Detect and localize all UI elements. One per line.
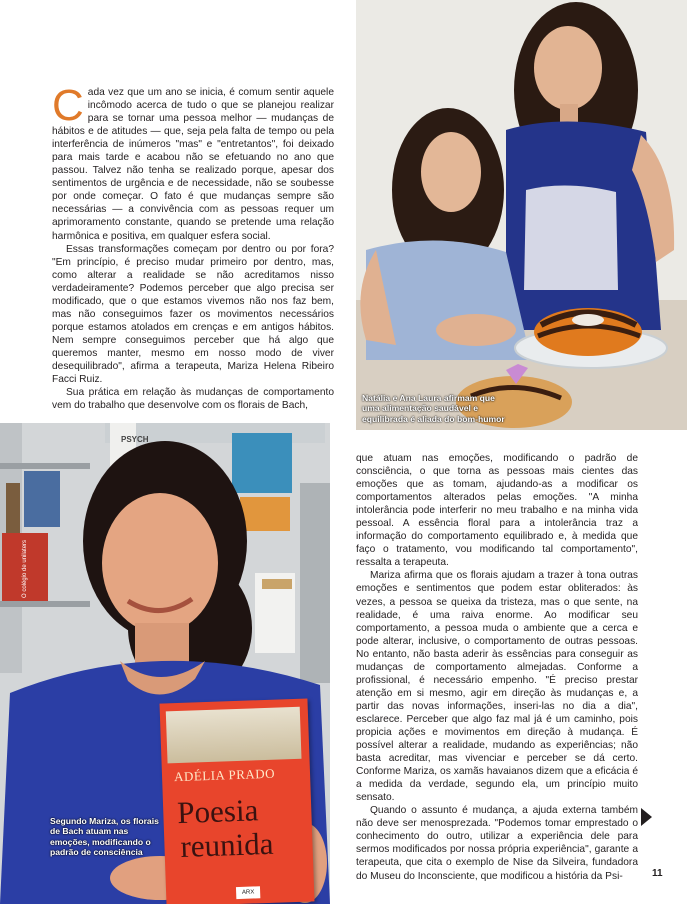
- article-paragraph: [52, 81, 334, 243]
- article-column-1: [52, 81, 334, 412]
- article-paragraph: Essas transformações começam por dentro ou por fora? "Em princípio, é preciso mudar primeiro por dentro, mas, como alterar a realidade se não acreditamos nisso verdadeiramente? Podemos perceber que algo precisa ser modificado, que o que estamos vivemos não nos faz bem, mas não conseguimos fazer os movimentos necessários porque estamos atolados em crenças e em antigos hábitos. Nem sempre conseguimos perceber que há algo que queremos manter, mesmo em nosso modo de viver desequilibrado", afirma a terapeuta, Mariza Helena Ribeiro Facci Ruiz.: [52, 243, 334, 386]
- article-column-2: [356, 452, 638, 883]
- book-publisher: ARX: [236, 886, 260, 899]
- article-paragraph: Quando o assunto é mudança, a ajuda externa também não deve ser menosprezada. "Podemos tomar emprestado o conhecimento do outro, utilizar a experiência dele para sermos modificados por nossa própria experiência", garante a terapeuta, que cita o exemplo de Nise da Silveira, fundadora do Museu do Inconsciente, que modificou a história da Psi-: [356, 805, 638, 882]
- book-author: ADÉLIA PRADO: [173, 765, 276, 785]
- book-cover-photo: [166, 707, 302, 764]
- article-paragraph: que atuam nas emoções, modificando o padrão de consciência, o que torna as pessoas mais cientes das emoções que as tomam, ajudando-as a modificar os comportamentos alterados pelas emoções. "A minha intolerância pode interferir no meu trabalho e na minha vida pessoal. A essência floral para a intolerância traz a informação do comportamento equilibrado e, à medida que faço o tratamento, vou modificando tal comportamento", ressalta a terapeuta.: [356, 453, 638, 569]
- article-paragraph-text: ada vez que um ano se inicia, é comum sentir aquele incômodo acerca de tudo o que se planejou realizar para se tornar uma pessoa melhor — mudanças de hábitos e de atitudes — que, seja pela falta de tempo ou pela interferência de inúmeros "mas" e "entretantos", foi deixado para mais tarde e acabou não se efetuando no ano que passou. Talvez não tenha se realizado porque, apesar dos sentimentos de urgência e de necessidade, não se soubesse por onde começar. O fato é que mudanças sempre são necessárias — a convivência com as pessoas requer um aprimoramento constante, quando se pretende uma relação harmônica e positiva, em qualquer esfera social.: [52, 87, 334, 242]
- book-poesia-reunida: [160, 698, 315, 904]
- article-paragraph: Sua prática em relação às mudanças de comportamento vem do trabalho que desenvolve com os florais de Bach,: [52, 387, 334, 412]
- photo-women-with-cake-illustration: [356, 0, 687, 430]
- book-title-line2: reunida: [179, 825, 275, 864]
- shelf-book-title: O colégio de unilaters: [22, 539, 28, 598]
- dropcap-letter: C: [52, 81, 84, 130]
- photo-caption-bottom: Segundo Mariza, os florais de Bach atuam nas emoções, modificando o padrão de consciência: [50, 816, 159, 858]
- article-paragraph: Mariza afirma que os florais ajudam a trazer à tona outras emoções e sentimentos que podem estar obliterados: às vezes, a pessoa se queixa da tristeza, mas o que sente, na realidade, é uma raiva enorme. Ao modificar seu comportamento, a pessoa muda o ambiente que a cerca e pode alterar, inclusive, o comportamento de outras pessoas. No entanto, não basta aderir às essências para conseguir as mudanças de comportamento almejadas. Conforme a profissional, é necessário empenho. "É preciso prestar atenção em si mesmo, agir em direção às mudanças e, a partir das novas informações, inseri-las no dia a dia", esclarece. Perceber que algo faz mal já é um caminho, pois propicia ações e movimentos em direção à mudança. É possível alterar a realidade, mudando as experiências; não basta acreditar, mas vivenciar e perceber se dá certo. Conforme Mariza, os xamãs havaianos dizem que a eficácia é a medida da verdade, segundo ela, um princípio muito sensato.: [356, 570, 638, 804]
- shelf-spine-label: PSYCH: [121, 435, 149, 444]
- page-number: 11: [652, 868, 663, 879]
- book-title-line1: Poesia: [176, 792, 259, 831]
- photo-caption-top: Natália e Ana Laura afirmam que uma alimentação saudável e equilibrada é aliada do bom-humor: [362, 393, 505, 424]
- photo-women-with-cake: [356, 0, 687, 430]
- continue-arrow-icon: [641, 808, 652, 826]
